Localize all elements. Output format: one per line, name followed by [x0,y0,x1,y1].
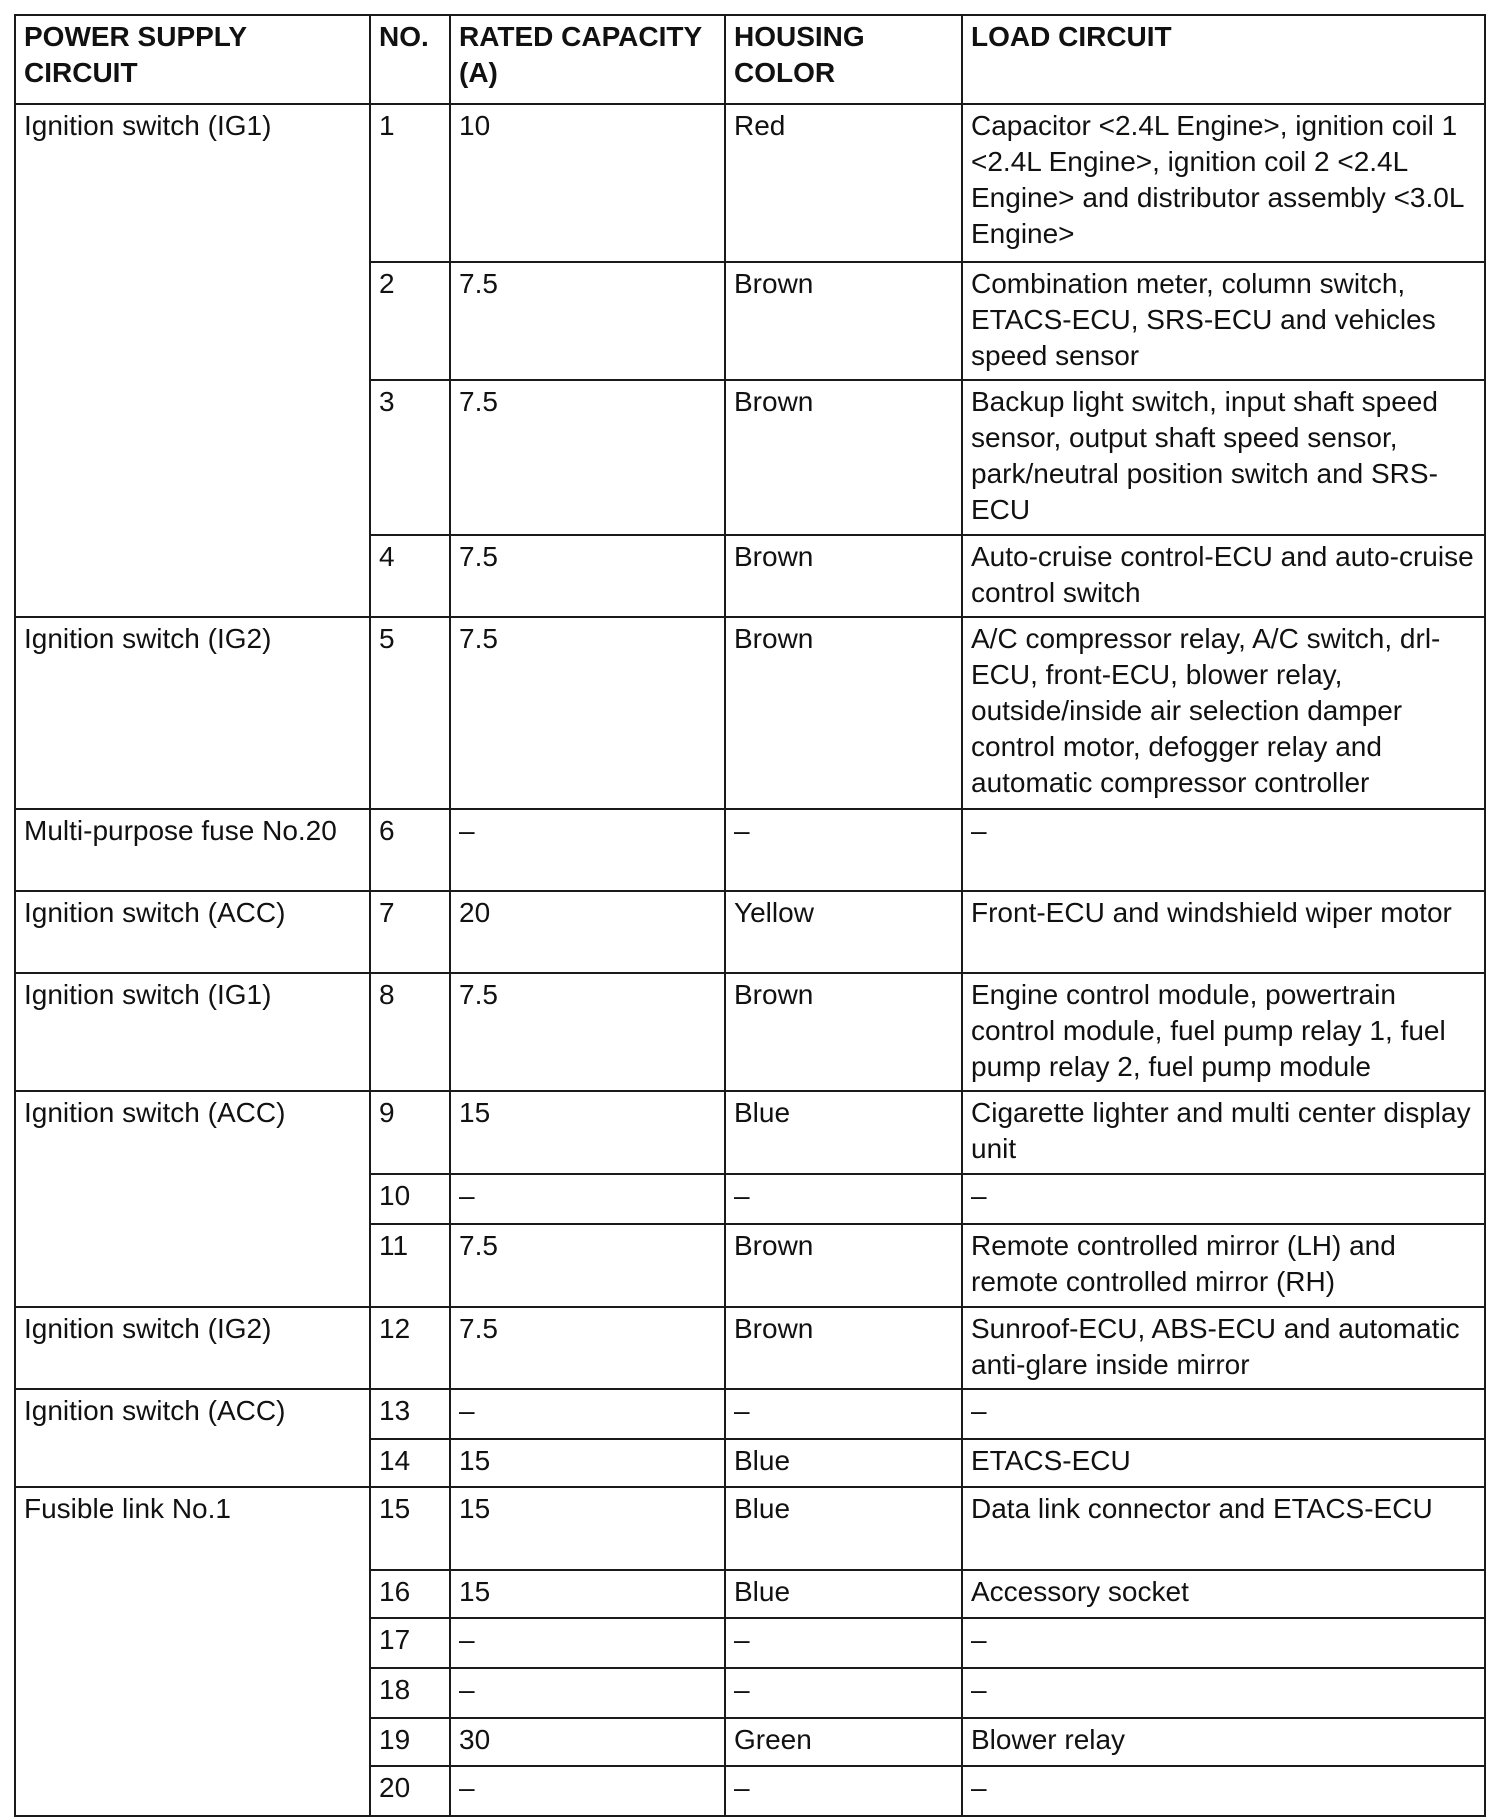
no-cell: 3 [370,380,450,535]
load-cell: – [962,1668,1485,1718]
fuse-table [14,14,1486,1817]
capacity-cell: 20 [450,891,725,973]
table-row [15,1307,1485,1389]
color-cell: Yellow [725,891,962,973]
capacity-cell: 7.5 [450,973,725,1091]
color-cell: Brown [725,380,962,535]
capacity-cell: 7.5 [450,617,725,809]
capacity-cell: 7.5 [450,535,725,617]
power-supply-cell: Ignition switch (ACC) [15,1091,370,1307]
load-cell: Front-ECU and windshield wiper motor [962,891,1485,973]
capacity-cell: – [450,1766,725,1816]
color-cell: Brown [725,973,962,1091]
header-load-circuit: LOAD CIRCUIT [962,15,1485,104]
color-cell: – [725,1618,962,1668]
capacity-cell: 15 [450,1091,725,1174]
color-cell: – [725,1389,962,1439]
no-cell: 16 [370,1570,450,1618]
load-cell: Sunroof-ECU, ABS-ECU and automatic anti-glare inside mirror [962,1307,1485,1389]
capacity-cell: 10 [450,104,725,262]
capacity-cell: – [450,1618,725,1668]
table-row [15,891,1485,973]
no-cell: 20 [370,1766,450,1816]
capacity-cell: – [450,1389,725,1439]
no-cell: 4 [370,535,450,617]
load-cell: Accessory socket [962,1570,1485,1618]
table-row [15,1091,1485,1174]
power-supply-cell: Ignition switch (ACC) [15,891,370,973]
color-cell: Blue [725,1487,962,1570]
color-cell: – [725,1174,962,1224]
no-cell: 11 [370,1224,450,1307]
color-cell: Brown [725,1224,962,1307]
load-cell: A/C compressor relay, A/C switch, drl-ECU, front-ECU, blower relay, outside/inside air selection damper control motor, defogger relay and automatic compressor controller [962,617,1485,809]
table-row [15,617,1485,809]
no-cell: 17 [370,1618,450,1668]
table-row [15,1487,1485,1570]
color-cell: – [725,1668,962,1718]
capacity-cell: 7.5 [450,1307,725,1389]
color-cell: Brown [725,262,962,380]
no-cell: 7 [370,891,450,973]
load-cell: – [962,1618,1485,1668]
power-supply-cell: Ignition switch (IG1) [15,973,370,1091]
load-cell: Cigarette lighter and multi center display unit [962,1091,1485,1174]
color-cell: Brown [725,617,962,809]
load-cell: Blower relay [962,1718,1485,1766]
load-cell: Engine control module, powertrain control module, fuel pump relay 1, fuel pump relay 2, fuel pump module [962,973,1485,1091]
power-supply-cell: Ignition switch (ACC) [15,1389,370,1487]
capacity-cell: – [450,1174,725,1224]
table-header-row [15,15,1485,104]
capacity-cell: 7.5 [450,262,725,380]
load-cell: Combination meter, column switch, ETACS-ECU, SRS-ECU and vehicles speed sensor [962,262,1485,380]
no-cell: 19 [370,1718,450,1766]
no-cell: 8 [370,973,450,1091]
no-cell: 13 [370,1389,450,1439]
load-cell: – [962,809,1485,891]
no-cell: 12 [370,1307,450,1389]
no-cell: 14 [370,1439,450,1487]
header-power-supply: POWER SUPPLY CIRCUIT [15,15,370,104]
color-cell: – [725,1766,962,1816]
load-cell: – [962,1389,1485,1439]
no-cell: 9 [370,1091,450,1174]
color-cell: Brown [725,535,962,617]
capacity-cell: 15 [450,1487,725,1570]
no-cell: 1 [370,104,450,262]
header-rated-capacity: RATED CAPACITY (A) [450,15,725,104]
table-row [15,973,1485,1091]
load-cell: Data link connector and ETACS-ECU [962,1487,1485,1570]
power-supply-cell: Fusible link No.1 [15,1487,370,1816]
power-supply-cell: Multi-purpose fuse No.20 [15,809,370,891]
no-cell: 10 [370,1174,450,1224]
load-cell: – [962,1174,1485,1224]
no-cell: 2 [370,262,450,380]
load-cell: ETACS-ECU [962,1439,1485,1487]
color-cell: Brown [725,1307,962,1389]
load-cell: Capacitor <2.4L Engine>, ignition coil 1 <2.4L Engine>, ignition coil 2 <2.4L Engine> and distributor assembly <3.0L Engine> [962,104,1485,262]
power-supply-cell: Ignition switch (IG1) [15,104,370,617]
table-row [15,1389,1485,1439]
load-cell: – [962,1766,1485,1816]
capacity-cell: 15 [450,1570,725,1618]
table-row [15,809,1485,891]
capacity-cell: 15 [450,1439,725,1487]
no-cell: 15 [370,1487,450,1570]
capacity-cell: 7.5 [450,380,725,535]
color-cell: Blue [725,1439,962,1487]
load-cell: Remote controlled mirror (LH) and remote controlled mirror (RH) [962,1224,1485,1307]
color-cell: – [725,809,962,891]
power-supply-cell: Ignition switch (IG2) [15,617,370,809]
table-row [15,104,1485,262]
color-cell: Green [725,1718,962,1766]
capacity-cell: – [450,809,725,891]
fuse-table-page [14,14,1486,1817]
capacity-cell: 7.5 [450,1224,725,1307]
no-cell: 5 [370,617,450,809]
load-cell: Backup light switch, input shaft speed sensor, output shaft speed sensor, park/neutral position switch and SRS-ECU [962,380,1485,535]
capacity-cell: – [450,1668,725,1718]
power-supply-cell: Ignition switch (IG2) [15,1307,370,1389]
load-cell: Auto-cruise control-ECU and auto-cruise control switch [962,535,1485,617]
color-cell: Red [725,104,962,262]
color-cell: Blue [725,1570,962,1618]
no-cell: 18 [370,1668,450,1718]
header-housing-color: HOUSING COLOR [725,15,962,104]
header-no: NO. [370,15,450,104]
no-cell: 6 [370,809,450,891]
color-cell: Blue [725,1091,962,1174]
capacity-cell: 30 [450,1718,725,1766]
